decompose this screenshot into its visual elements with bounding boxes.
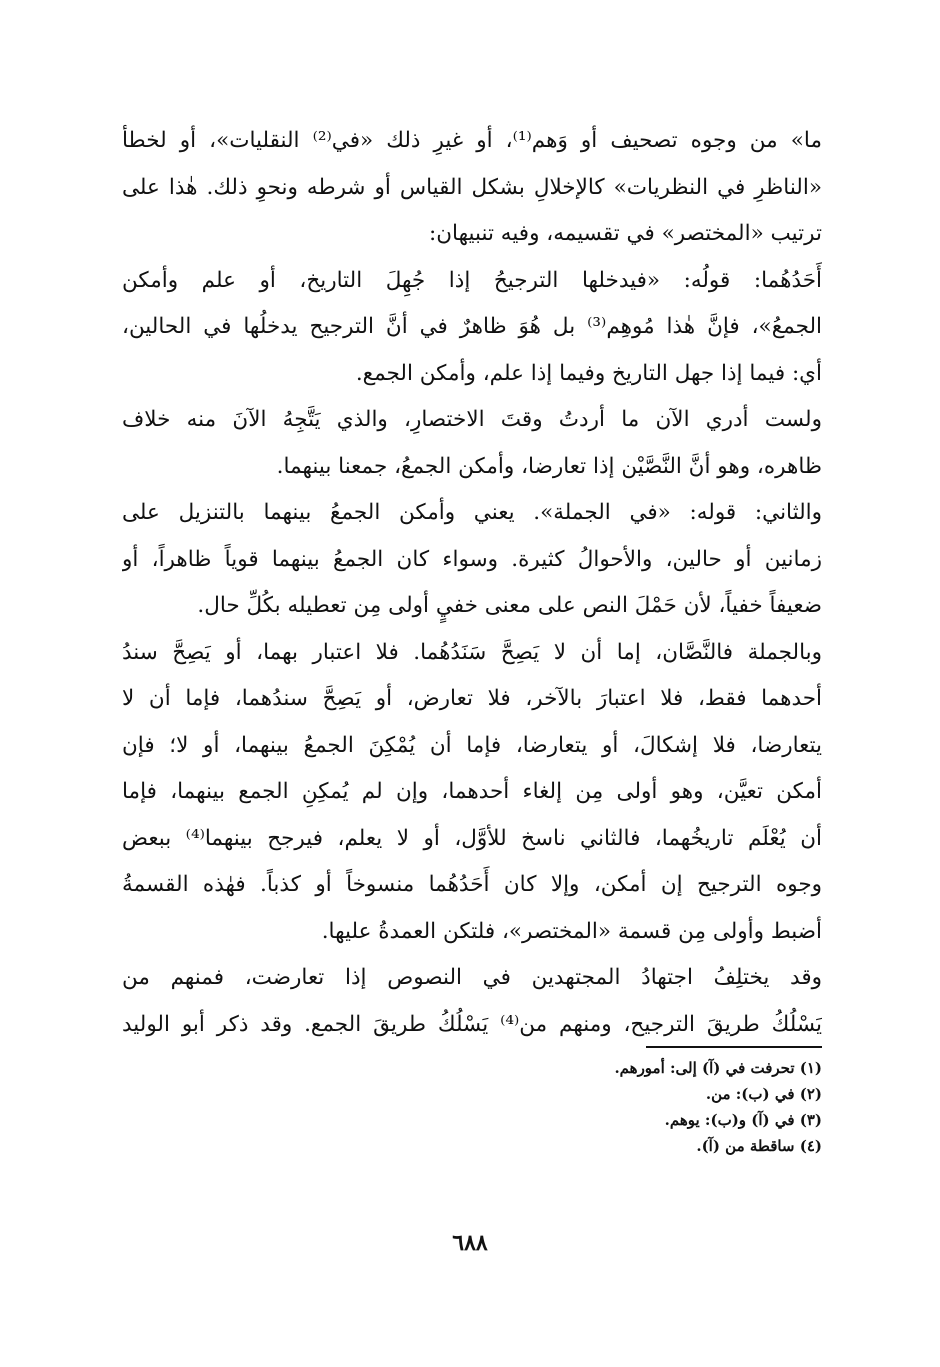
footnote: (٢) في (ب): من. [705, 1085, 822, 1103]
footnote: (٣) في (آ) و(ب): يوهم. [664, 1111, 822, 1129]
text-line: وقد يختلِفُ اجتهادُ المجتهدين في النصوص إذا تعارضت، فمنهم من [122, 965, 822, 990]
main-text-block [122, 118, 822, 1048]
footnote: (١) تحرفت في (آ) إلى: أمورهم. [614, 1059, 822, 1077]
text-line: ولست أدري الآن ما أردتُ وقتَ الاختصارِ، والذي يَتَّجِهُ الآنَ منه خلاف [122, 407, 822, 432]
text-line: أضبط وأولى مِن قسمة «المختصر»، فلتكن العمدةُ عليها. [321, 918, 822, 944]
text-line: ما» من وجوه تصحيف أو وَهم⁽¹⁾، أو غيرِ ذلك «في⁽²⁾ النقليات»، أو لخطأ [122, 128, 822, 153]
text-line: أي: فيما إذا جهل التاريخ وفيما إذا علم، وأمكن الجمع. [355, 360, 822, 386]
text-line: أن يُعْلَم تاريخُهما، فالثاني ناسخ للأوَّل، أو لا يعلم، فيرجح بينهما⁽⁴⁾ ببعض [122, 825, 822, 851]
text-line: وجوه الترجيح إن أمكن، وإلا كان أَحَدُهُما منسوخاً أو كذباً. فهٰذه القسمةُ [122, 872, 822, 897]
footnote: (٤) ساقطة من (آ). [696, 1137, 822, 1155]
footnote-divider [646, 1046, 822, 1048]
text-line: ترتيب «المختصر» في تقسيمه، وفيه تنبيهان: [429, 221, 822, 246]
text-line: وبالجملة فالنَّصَّان، إما أن لا يَصِحَّ سَنَدُهُما. فلا اعتبار بهما، أو يَصِحَّ سندُ [122, 639, 822, 665]
text-line: يتعارضا، فلا إشكالَ، أو يتعارضا، فإما أن يُمْكِنَ الجمعُ بينهما، أو لا؛ فإن [122, 732, 822, 758]
text-line: ضعيفاً خفياً، لأن حَمْلَ النص على معنى خفيٍ أولى مِن تعطيله بكُلِّ حال. [197, 593, 822, 618]
text-line: أَحَدُهُما: قولُه: «فيدخلها الترجيحُ إذا جُهِلَ التاريخ، أو علم وأمكن [122, 267, 822, 293]
text-line: يَسْلُكُ طريقَ الترجيح، ومنهم من⁽⁴⁾ يَسْلُكُ طريقَ الجمع. وقد ذكر أبو الوليد [122, 1011, 822, 1037]
text-line: زمانين أو حالين، والأحوالُ كثيرة. وسواء كان الجمعُ بينهما قوياً ظاهراً، أو [122, 546, 822, 572]
text-line: أمكن تعيَّن، وهو أولى مِن إلغاء أحدهما، وإن لم يُمكِنِ الجمع بينهما، فإما [122, 779, 822, 804]
page-number: ٦٨٨ [452, 1230, 488, 1256]
text-line: «الناظرِ في النظريات» كالإخلالِ بشكل القياس أو شرطه ونحوِ ذلك. هٰذا على [122, 174, 822, 200]
text-line: ظاهره، وهو أنَّ النَّصَّيْن إذا تعارضا، وأمكن الجمعُ، جمعنا بينهما. [276, 453, 822, 479]
text-line: والثاني: قوله: «في الجملة». يعني وأمكن الجمعُ بينهما بالتنزيل على [122, 500, 822, 525]
text-line: أحدهما فقط، فلا اعتبارَ بالآخر، فلا تعارض، أو يَصِحَّ سندُهما، فإما أن لا [122, 686, 822, 711]
footnotes-block [122, 1055, 822, 1159]
text-line: الجمعُ»، فإنَّ هٰذا مُوهِم⁽³⁾ بل هُوَ ظاهرٌ في أنَّ الترجيح يدخلُها في الحالين، [122, 314, 822, 339]
